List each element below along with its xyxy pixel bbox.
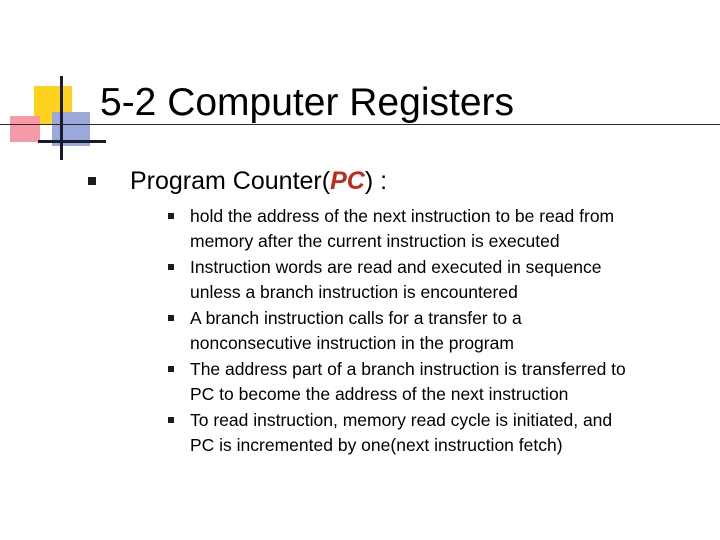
sub-bullet-line: nonconsecutive instruction in the program — [190, 332, 514, 353]
main-bullet-text — [130, 166, 387, 196]
sub-bullet-line: unless a branch instruction is encountered — [190, 281, 518, 302]
sub-bullet-line: A branch instruction calls for a transfer to a — [190, 308, 522, 328]
square-bullet-icon — [168, 417, 174, 423]
sub-bullet — [168, 204, 708, 255]
sub-bullet-line: memory after the current instruction is executed — [190, 230, 560, 251]
square-bullet-icon — [168, 366, 174, 372]
slide-title: 5-2 Computer Registers — [100, 81, 514, 124]
decorative-logo — [0, 0, 110, 170]
sub-bullet-line: The address part of a branch instruction is transferred to — [190, 359, 626, 379]
square-bullet-icon — [168, 213, 174, 219]
logo-horizontal-line — [38, 140, 106, 143]
sub-bullet — [168, 255, 708, 306]
sub-bullet-line: Instruction words are read and executed in sequence — [190, 257, 602, 277]
sub-bullet-line: hold the address of the next instruction to be read from — [190, 206, 615, 226]
sub-bullet-list — [168, 204, 708, 459]
square-bullet-icon — [168, 315, 174, 321]
logo-pink-square — [10, 116, 40, 142]
square-bullet-icon — [168, 264, 174, 270]
square-bullet-icon — [88, 177, 96, 185]
sub-bullet — [168, 306, 708, 357]
main-bullet-prefix: Program Counter( — [130, 167, 331, 195]
pc-highlight: PC — [330, 167, 365, 195]
sub-bullet — [168, 357, 708, 408]
sub-bullet-line: To read instruction, memory read cycle is initiated, and — [190, 410, 613, 430]
sub-bullet-line: PC is incremented by one(next instruction fetch) — [190, 434, 563, 455]
main-bullet-suffix: ) : — [364, 167, 388, 195]
sub-bullet — [168, 408, 708, 459]
sub-bullet-line: PC to become the address of the next instruction — [190, 383, 569, 404]
logo-vertical-line — [60, 76, 63, 160]
